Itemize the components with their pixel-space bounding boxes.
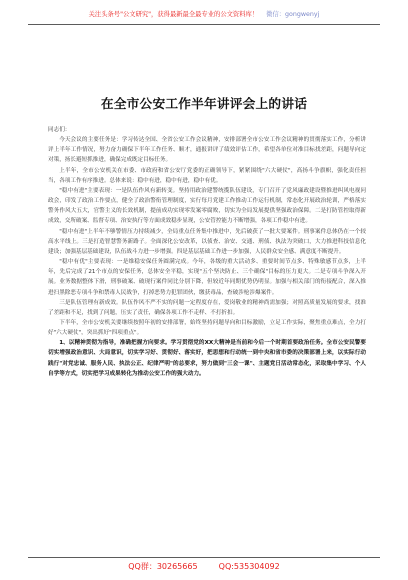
document-body [48,125,366,557]
paragraph: "稳中有进"主要表现：一是队伍作风有新转变。坚持用政治建警统揽队伍建设，专门召开了党风廉政建设暨推进纠风电视问政会，印发了政治工作要点，健全了政治警衔管理制度，实行每月党建工作推动工作运行机制，常态化开展政治轮训，严格落实警务作风大五大，官警主义的长效机制，提前成功实现零发案零腐败，切实为全局发展提供坚强政治保障。二是打防管控取得新成效，交所破案、监督专项、治安执行等方面成效稳步显现，公安管控能力不断增强，各项工作稳中有进。 [48,187,366,225]
header-divider [28,24,380,25]
paragraph: 三是队伍管理有新成效。队伍作风不严不实的问题一定程度存在，爱岗敬业的精神尚需加强；对照高质量发展的要求，找准了差距和不足，找到了问题，压实了责任，确保各项工作不走样、不打折扣。 [48,299,366,316]
section-heading: 1、以精神贯彻为指导，准确把握方向要求。学习贯彻党的XX大精神是当前和今后一个时期首要政治任务。全市公安民警要切实增强政治意识、大局意识，切实学习好、贯彻好、落实好，把思想和行动统一到中央和省市委的决策部署上来，以实际行动践行"对党忠诚、服务人民、执法公正、纪律严明"的总要求，努力做到"三会一课"、主题党日活动常态化，采取集中学习、个人自学等方式，切实把学习成果转化为推动公安工作的强大动力。 [48,340,366,377]
footer-qq: QQ:535304092 [218,562,280,571]
paragraph: 下半年，全市公安机关要继续按照年初的安排部署，始终坚持问题导向和目标激励，立足工作实际，聚焦重点难点，全力打好"六大硬仗"，突出抓好"四项重点"。 [48,319,366,337]
paragraph: "稳中有进"上半年不够警情压力持续减少，全局重点任务集中推进中，先后破获了一批大要案件。刑事案件总体仍在一个较高水平线上。三是打造智慧警务新路子。全面深化公安改革，以侦查、治安、交通、刑侦、执法为突破口，大力推进科技信息化建设；加强基层基础建设，队伍战斗力进一步增强。四是基层基础工作进一步加强，人民群众安全感、满意度不断提升。 [48,228,366,255]
paragraph: "稳中有优"主要表现：一是维稳安保任务圆满完成。今年，各级的重大活动多、重要时间节点多、特殊敏感节点多，上半年，先后完成了21个市点的安保任务，总体安全平稳，实现"五个坚决防止、三个确保"目标的压力更大。二是专项斗争深入开展。业务数据整体下滑，刑事破案、破现行案件同比分别下降，但较近年同期优势仍明显。加强与相关部门的衔接配合，深入推进扫黑除恶专项斗争和禁毒人民战争，打掉恶势力犯罪团伙，缴获毒品，查破涉枪涉爆案件。 [48,259,366,296]
paragraph: 上半年，全市公安机关在市委、市政府和省公安厅党委的正确领导下，紧紧围绕"六大硬仗"，高扬斗争旗帜，强化责任担当，各项工作有序推进。总体来说：稳中有进，稳中有进，稳中有优。 [48,167,366,184]
document-title: 在全市公安工作半年讲评会上的讲话 [100,96,308,111]
top-banner [0,10,408,20]
footer [0,561,408,573]
paragraph: 今天会议的主要任务是：学习传达全国、全省公安工作会议精神，安排部署全市公安工作会议精神的贯彻落实工作，分析讲评上半年工作情况，努力奋力确保下半年工作任务、顺才，通报讲评了绩效评估工作，希望各单位对准目标找差距，问题导向定对策，扬长避短抓推进，确保完成既定目标任务。 [48,137,366,164]
footer-divider [28,557,380,558]
footer-qq-group: QQ群：30265665 [128,562,198,571]
banner-promo-text: 关注头条号"公文研究"，获得最新最全最专业的公文资料库！ [88,11,259,18]
salutation: 同志们： [48,127,71,133]
banner-wechat-text: 微信：gongwenyj [266,11,320,18]
